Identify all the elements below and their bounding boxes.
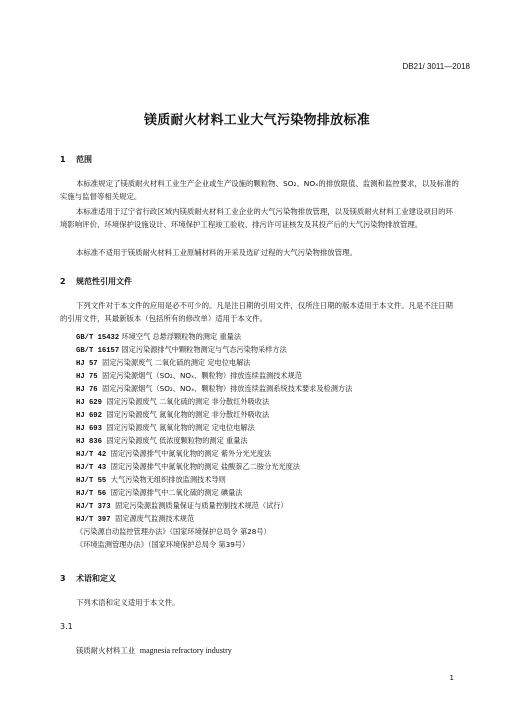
reference-item: HJ 693 固定污染源废气 氮氧化物的测定 定电位电解法 [76, 423, 255, 433]
section-number: 2 [60, 277, 66, 286]
paragraph: 下列术语和定义适用于本文件。 [76, 598, 180, 607]
reference-item: HJ/T 397 固定源废气监测技术规范 [76, 514, 195, 524]
section-title: 范围 [76, 155, 92, 164]
reference-item: HJ 57 固定污染源废气 二氧化硫的测定 定电位电解法 [76, 358, 251, 368]
reference-item: HJ 76 固定污染源烟气（SO₂、NOₓ、颗粒物）排放连续监测系统技术要求及检测方法 [76, 384, 353, 394]
reference-item: HJ 629 固定污染源废气 二氧化硫的测定 非分散红外吸收法 [76, 397, 270, 407]
section-1-heading [60, 154, 92, 165]
reference-item: HJ 836 固定污染源废气 低浓度颗粒物的测定 重量法 [76, 436, 248, 446]
doc-number: DB21/ 3011—2018 [402, 62, 470, 71]
section-3-heading [60, 573, 116, 584]
term-definition [76, 645, 232, 656]
reference-item: HJ 692 固定污染源废气 氮氧化物的测定 非分散红外吸收法 [76, 410, 270, 420]
reference-item: GB/T 16157 固定污染源排气中颗粒物测定与气态污染物采样方法 [76, 345, 287, 355]
section-title: 术语和定义 [76, 574, 116, 583]
reference-item: HJ/T 55 大气污染物无组织排放监测技术导则 [76, 475, 226, 485]
term-english: magnesia refractory industry [139, 646, 232, 655]
reference-item: HJ/T 56 固定污染源排气中二氧化硫的测定 碘量法 [76, 488, 243, 498]
reference-item: 《环境监测管理办法》（国家环境保护总局令 第39号） [76, 540, 250, 549]
term-chinese: 镁质耐火材料工业 [76, 646, 136, 655]
subsection-number: 3.1 [60, 622, 73, 631]
section-number: 3 [60, 574, 66, 583]
reference-item: HJ/T 43 固定污染源排气中氮氧化物的测定 盐酸萘乙二胺分光光度法 [76, 462, 300, 472]
section-2-heading [60, 276, 132, 287]
reference-item: HJ/T 373 固定污染源监测质量保证与质量控制技术规范（试行） [76, 501, 288, 511]
paragraph: 下列文件对于本文件的应用是必不可少的。凡是注日期的引用文件，仅所注日期的版本适用于本文件。凡是不注日期的引用文件，其最新版本（包括所有的修改单）适用于本文件。 [60, 301, 453, 323]
paragraph: 本标准不适用于镁质耐火材料工业原辅材料的开采及选矿过程的大气污染物排放管理。 [76, 248, 357, 257]
document-title: 镁质耐火材料工业大气污染物排放标准 [143, 113, 371, 128]
reference-item: 《污染源自动监控管理办法》（国家环境保护总局令 第28号） [76, 527, 271, 536]
reference-item: HJ 75 固定污染源烟气（SO₂、NOₓ、颗粒物）排放连续监测技术规范 [76, 371, 302, 381]
section-title: 规范性引用文件 [76, 277, 132, 286]
page-number: 1 [449, 674, 454, 682]
reference-item: GB/T 15432 环境空气 总悬浮颗粒物的测定 重量法 [76, 332, 242, 342]
paragraph: 本标准适用于辽宁省行政区域内镁质耐火材料工业企业的大气污染物排放管理，以及镁质耐火材料工业建设项目的环境影响评价、环境保护设施设计、环境保护工程竣工验收、排污许可证核发及其投产后的大气污染物排放管理。 [60, 207, 453, 229]
section-number: 1 [60, 155, 66, 164]
reference-item: HJ/T 42 固定污染源排气中氮氧化物的测定 紫外分光光度法 [76, 449, 272, 459]
paragraph: 本标准规定了镁质耐火材料工业生产企业或生产设施的颗粒物、SO₂、NOₓ的排放限值、监测和监控要求，以及标准的实施与监督等相关规定。 [60, 179, 459, 201]
